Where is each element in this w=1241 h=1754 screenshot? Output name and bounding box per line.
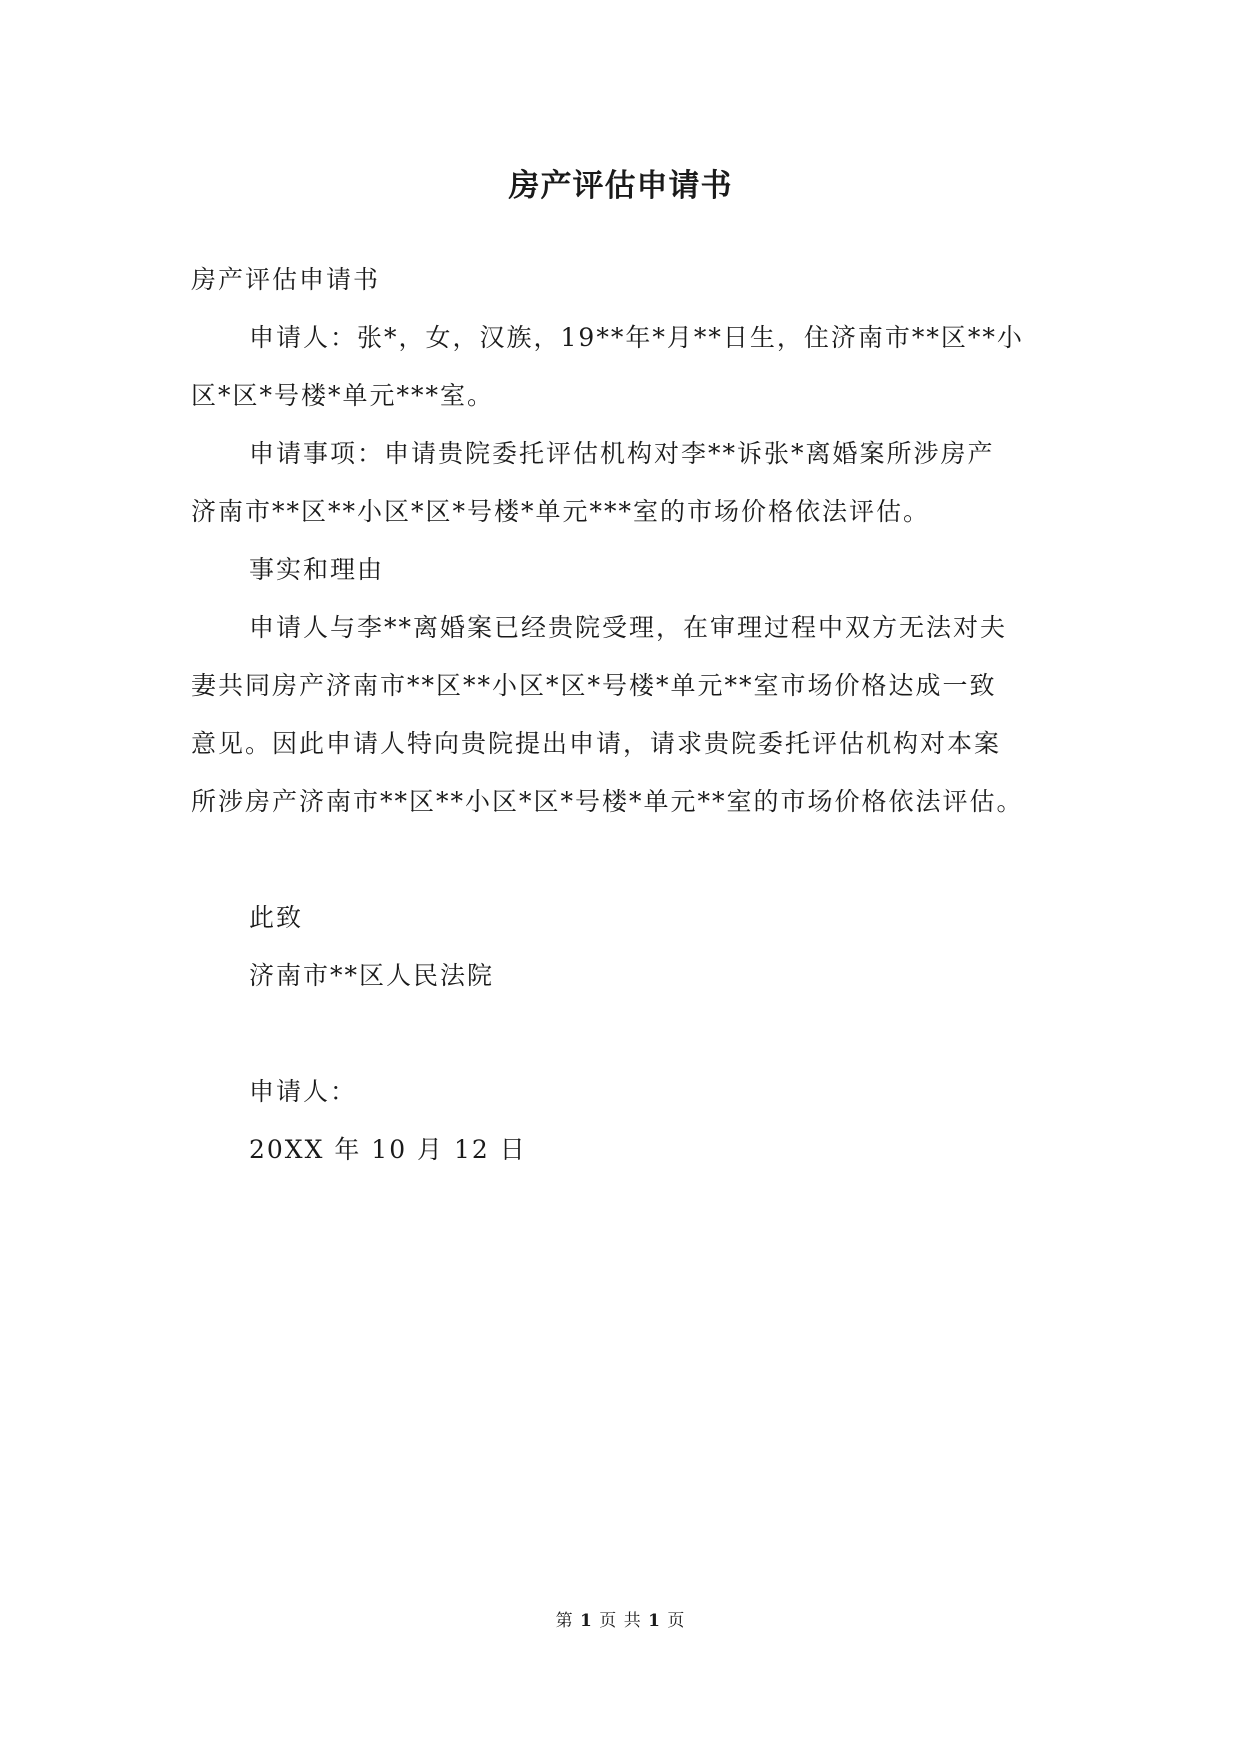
- recipient: 济南市**区人民法院: [249, 961, 495, 990]
- salutation: 此致: [249, 903, 304, 932]
- document-subtitle: 房产评估申请书: [191, 265, 381, 294]
- applicant-line-2: 区*区*号楼*单元***室。: [191, 381, 495, 410]
- request-line-1: 申请事项：申请贵院委托评估机构对李**诉张*离婚案所涉房产: [249, 439, 995, 468]
- page-footer: [0, 1606, 1241, 1631]
- signature-label: 申请人：: [249, 1077, 358, 1106]
- facts-line-1: 申请人与李**离婚案已经贵院受理，在审理过程中双方无法对夫: [249, 613, 1008, 642]
- footer-prefix: 第: [555, 1611, 574, 1631]
- facts-line-2: 妻共同房产济南市**区**小区*区*号楼*单元**室市场价格达成一致: [191, 671, 997, 700]
- facts-heading: 事实和理由: [249, 555, 385, 584]
- footer-page-number: 1: [580, 1611, 593, 1631]
- request-line-2: 济南市**区**小区*区*号楼*单元***室的市场价格依法评估。: [191, 497, 931, 526]
- document-title: 房产评估申请书: [508, 168, 733, 204]
- facts-line-4: 所涉房产济南市**区**小区*区*号楼*单元**室的市场价格依法评估。: [191, 787, 1024, 816]
- footer-suffix: 页: [667, 1611, 686, 1631]
- applicant-line-1: 申请人：张*，女，汉族，19**年*月**日生，住济南市**区**小: [249, 323, 1024, 352]
- document-date: 20XX 年 10 月 12 日: [249, 1135, 527, 1164]
- footer-total-pages: 1: [648, 1611, 661, 1631]
- facts-line-3: 意见。因此申请人特向贵院提出申请，请求贵院委托评估机构对本案: [191, 729, 1002, 758]
- footer-middle: 页 共: [599, 1611, 642, 1631]
